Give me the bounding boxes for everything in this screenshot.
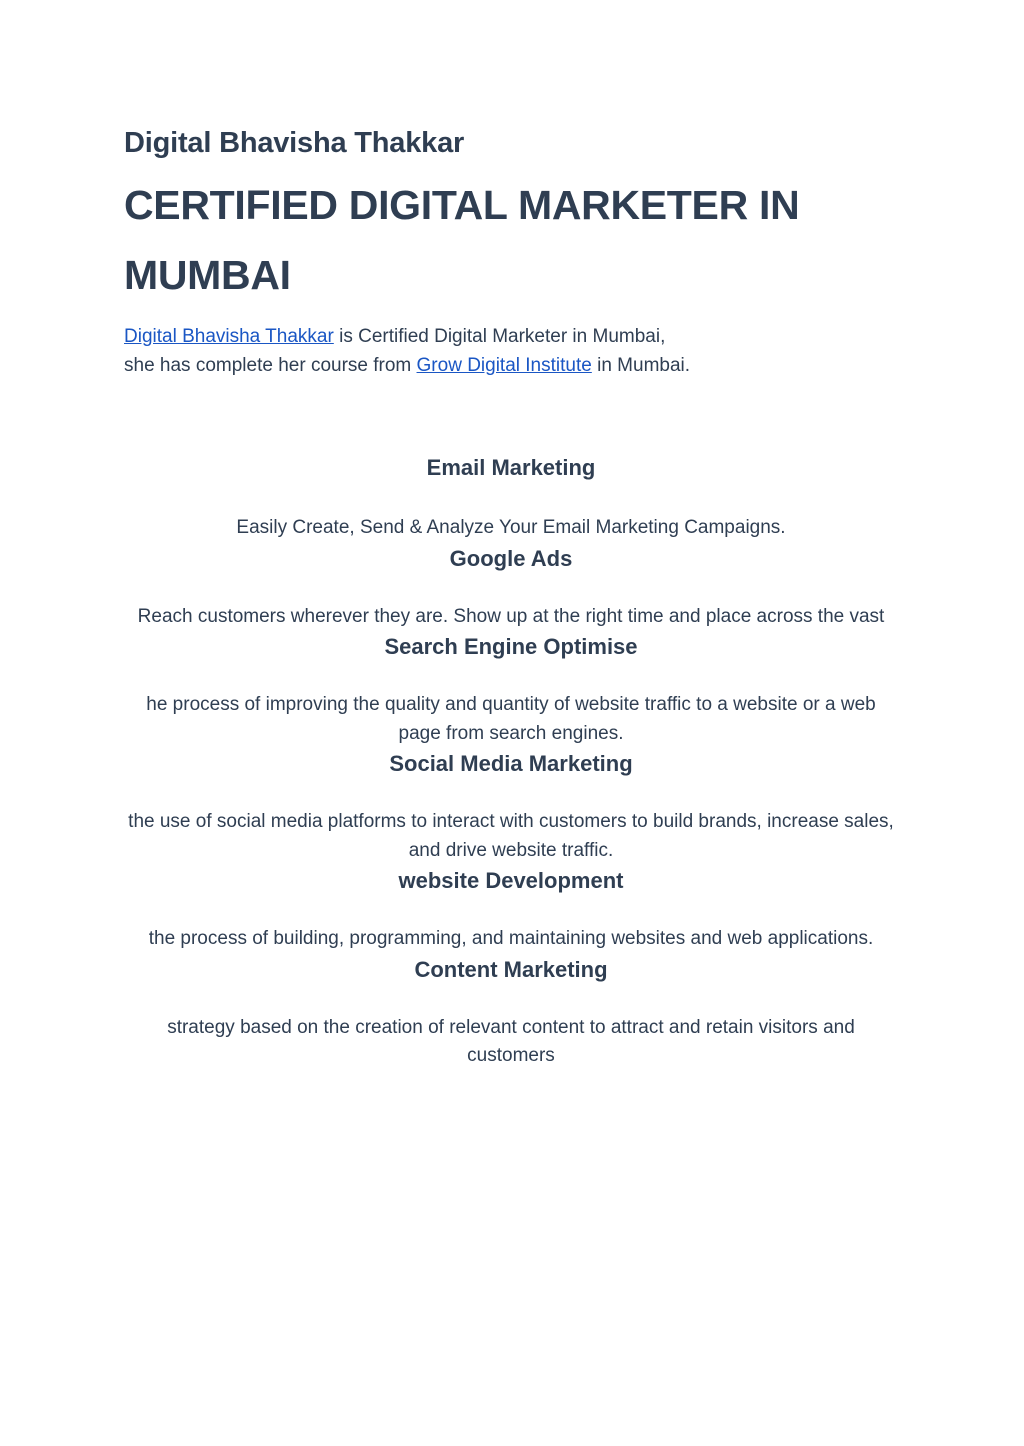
service-website-development: [124, 865, 898, 954]
page-title: CERTIFIED DIGITAL MARKETER IN MUMBAI: [124, 182, 800, 298]
service-seo: [124, 631, 898, 748]
intro-text-1: is Certified Digital Marketer in Mumbai,: [333, 326, 666, 347]
service-description: the process of building, programming, and maintaining websites and web applications.: [148, 928, 874, 949]
service-description: Easily Create, Send & Analyze Your Email Marketing Campaigns.: [236, 517, 786, 538]
intro-paragraph: [124, 322, 904, 380]
service-description: strategy based on the creation of relevant content to attract and retain visitors and customers: [167, 1016, 855, 1066]
service-title: website Development: [398, 868, 624, 893]
service-title: Google Ads: [449, 545, 573, 571]
bhavisha-thakkar-link[interactable]: Digital Bhavisha Thakkar: [124, 326, 334, 347]
service-content-marketing: [124, 954, 898, 1071]
service-social-media-marketing: [124, 748, 898, 865]
service-description: he process of improving the quality and quantity of website traffic to a website or a web page from search engines.: [146, 694, 876, 744]
services-list: [124, 452, 898, 1071]
service-title: Social Media Marketing: [389, 751, 633, 776]
service-title: Email Marketing: [426, 455, 596, 480]
service-description: Reach customers wherever they are. Show up at the right time and place across the vast: [137, 605, 885, 627]
intro-text-2: she has complete her course from: [124, 355, 417, 376]
service-title: Search Engine Optimise: [384, 634, 638, 659]
page-subtitle: Digital Bhavisha Thakkar: [124, 127, 465, 159]
service-description: the use of social media platforms to interact with customers to build brands, increase sales, and drive website traffic.: [128, 811, 894, 861]
service-google-ads: [124, 543, 898, 632]
service-title: Content Marketing: [414, 956, 608, 982]
grow-digital-institute-link[interactable]: Grow Digital Institute: [416, 355, 592, 376]
intro-text-3: in Mumbai.: [591, 355, 691, 376]
document-header: [124, 124, 904, 380]
service-email-marketing: [124, 452, 898, 543]
